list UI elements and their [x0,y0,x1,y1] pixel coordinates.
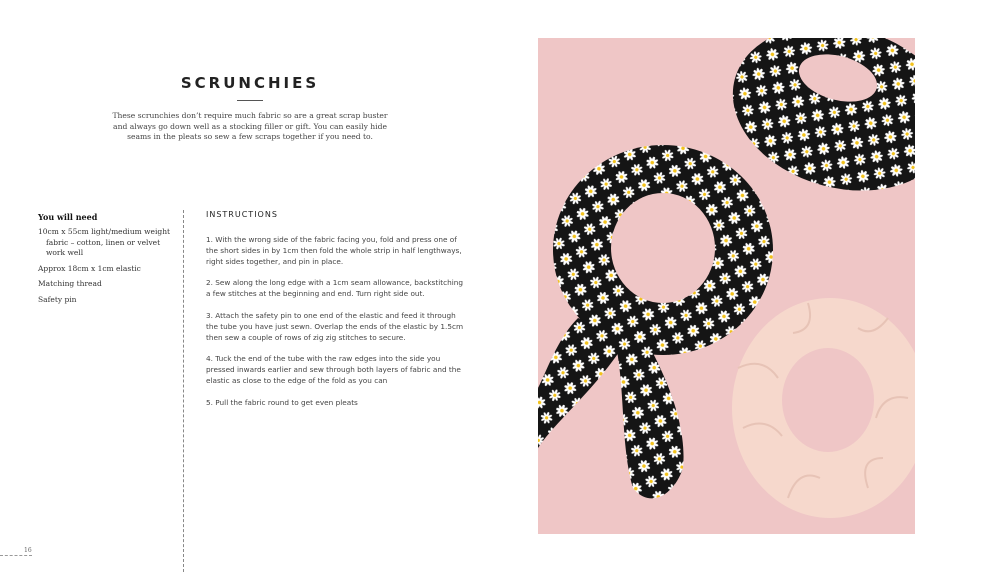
instruction-step: 3. Attach the safety pin to one end of the elastic and feed it through the tube you have just sewn. Overlap the ends of the elastic by 1.5cm then sew a couple of rows of zig zig stitches to secure. [206,310,464,342]
materials-list [38,212,178,310]
instructions-section [206,210,466,420]
scrunchies-photo [538,38,915,534]
title-divider [237,100,263,101]
instruction-step: 1. With the wrong side of the fabric facing you, fold and press one of the short sides in by 1cm then fold the whole strip in half lengthways, right sides together, and pin in place. [206,235,462,266]
material-item: Approx 18cm x 1cm elastic [38,263,141,273]
instruction-step: 5. Pull the fabric round to get even pleats [206,397,358,407]
material-item: Safety pin [38,294,77,304]
material-item: Matching thread [38,279,102,288]
intro-text: These scrunchies don’t require much fabric so are a great scrap buster and always go down well as a stocking filler or gift. You can easily hide seams in the pleats so sew a few scraps together if you need to. [112,111,388,141]
materials-heading: You will need [38,212,98,222]
page-number-rule [0,555,32,556]
instructions-heading: INSTRUCTIONS [206,210,278,219]
instruction-step: 2. Sew along the long edge with a 1cm seam allowance, backstitching a few stitches at the beginning and end. Turn right side out. [206,278,464,299]
page-number: 16 [24,547,32,554]
material-item: 10cm x 55cm light/medium weight fabric – cotton, linen or velvet work well [38,227,171,257]
instruction-step: 4. Tuck the end of the tube with the raw edges into the side you pressed inwards earlier and sew through both layers of fabric and the elastic as close to the edge of the fold as you can [206,354,461,385]
column-divider [183,210,184,572]
page-title: SCRUNCHIES [180,74,320,92]
